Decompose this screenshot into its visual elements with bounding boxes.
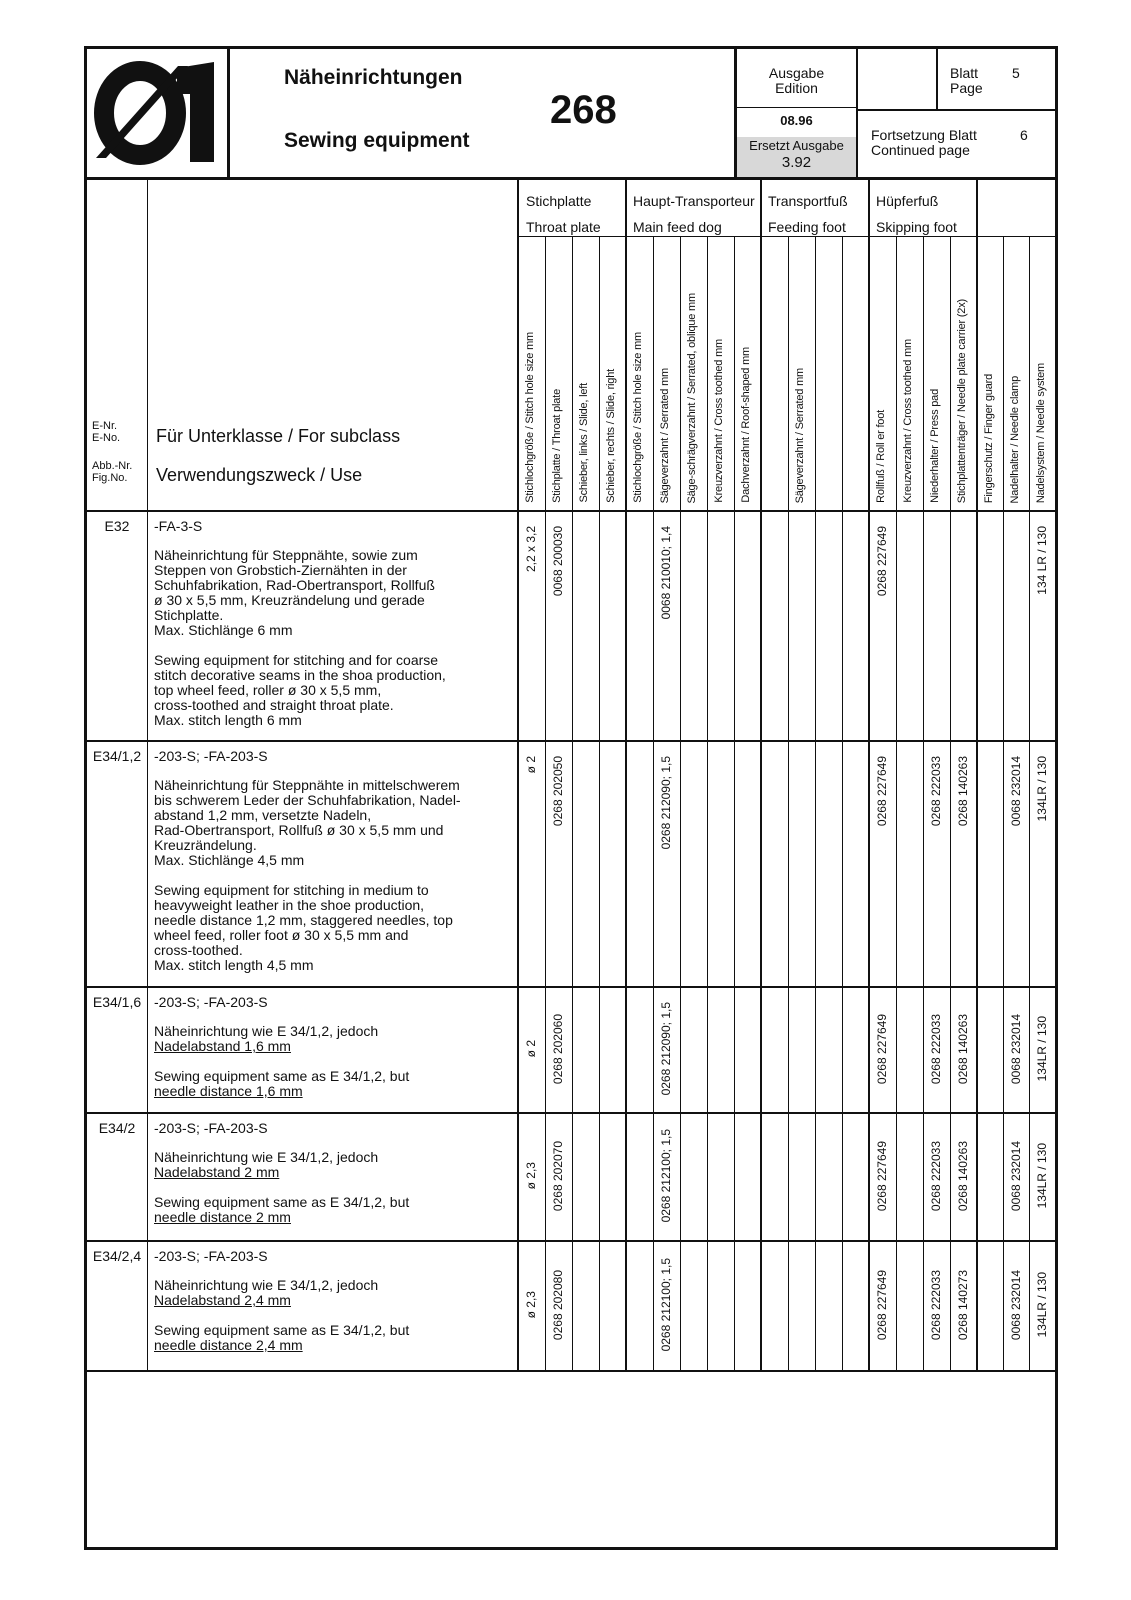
page-label-de: Blatt <box>950 65 979 81</box>
cell-value: 0268 227649 <box>875 526 889 597</box>
description-en: Sewing equipment for stitching in medium to heavyweight leather in the shoe production, needle distance 1,2 mm, staggered needles, top wheel feed, roller foot ø 30 x 5,5 mm and cross-toothed. Max. stitch length 4,5 mm <box>154 882 453 973</box>
column-header: Säge-schrägverzahnt / Serrated, oblique mm <box>686 292 698 503</box>
group-throat-plate-de: Stichplatte <box>526 193 592 209</box>
row-subclass: -203-S; -FA-203-S <box>154 1248 268 1264</box>
group-main-feed-de: Haupt-Transporteur <box>633 193 755 209</box>
column-header: Stichplatte / Throat plate <box>551 389 563 503</box>
description-en-underlined: needle distance 2,4 mm <box>154 1337 303 1353</box>
cell-value: 0068 232014 <box>1009 756 1023 827</box>
grid-line <box>87 510 1055 512</box>
fig-header <box>92 460 132 484</box>
column-header: Nadelsystem / Needle system <box>1035 362 1047 503</box>
cell-value: 2,2 x 3,2 <box>524 526 538 573</box>
grid-line <box>87 1112 1055 1114</box>
description-en: Sewing equipment for stitching and for coarse stitch decorative seams in the shoa production, top wheel feed, roller ø 30 x 5,5 mm, cross-toothed and straight throat plate. Max. stitch length 6 mm <box>154 652 446 728</box>
enr-header <box>92 420 120 444</box>
column-header: Sägeverzahnt / Serrated mm <box>794 367 806 503</box>
cell-value: 0068 232014 <box>1009 1140 1023 1212</box>
description-de: Näheinrichtung wie E 34/1,2, jedoch <box>154 1277 379 1293</box>
header-title-en: Sewing equipment <box>284 129 470 152</box>
row-subclass: -FA-3-S <box>154 518 203 534</box>
cell-value: 0268 227649 <box>875 756 889 827</box>
cell-value: 0268 222033 <box>929 756 943 827</box>
grid-line <box>815 236 816 1370</box>
column-header: Stichplattenträger / Needle plate carrier (2x) <box>956 298 968 503</box>
row-description <box>154 1278 514 1353</box>
cell-value: 0268 140263 <box>956 1013 970 1085</box>
cell-value: 0068 232014 <box>1009 1013 1023 1085</box>
column-header: Schieber, links / Slide, left <box>578 383 590 503</box>
cell-value: 0068 210010; 1,4 <box>659 526 673 620</box>
group-main-feed-en: Main feed dog <box>633 219 722 235</box>
column-header: Kreuzverzahnt / Cross toothed mm <box>902 339 914 503</box>
column-header: Dachverzahnt / Roof-shaped mm <box>740 347 752 503</box>
use-header: Verwendungszweck / Use <box>156 465 363 485</box>
cell-value: 134LR / 130 <box>1035 756 1049 822</box>
row-description <box>154 548 514 728</box>
grid-line <box>545 236 546 1370</box>
cell-value: 0268 140263 <box>956 756 970 827</box>
group-feeding-foot <box>768 188 848 240</box>
edition-value: 08.96 <box>780 113 813 128</box>
edition-label-de: Ausgabe <box>768 65 825 81</box>
class-number: 268 <box>550 88 617 132</box>
row-enr: E34/1,6 <box>92 994 142 1010</box>
description-en-underlined: needle distance 1,6 mm <box>154 1083 303 1099</box>
grid-line <box>707 236 708 1370</box>
group-feeding-foot-en: Feeding foot <box>768 219 846 235</box>
cell-value: ø 2,3 <box>524 1291 538 1319</box>
continued-label-de: Fortsetzung Blatt <box>871 127 977 143</box>
description-de: Näheinrichtung für Steppnähte in mittelschwerem bis schwerem Leder der Schuhfabrikation, Nadel- abstand 1,2 mm, versetzte Nadeln, Rad-Obertransport, Rollfuß ø 30 x 5,5 mm und Kreuzrändelung. Max. Stichlänge 4,5 mm <box>154 777 461 868</box>
replaced-label: Ersetzt Ausgabe <box>749 138 844 153</box>
column-header: Kreuzverzahnt / Cross toothed mm <box>713 339 725 503</box>
grid-line <box>896 236 897 1370</box>
cell-value: ø 2,3 <box>524 1162 538 1190</box>
spacer <box>154 1054 514 1069</box>
cell-value: 0268 222033 <box>929 1269 943 1341</box>
cell-value: 0268 202050 <box>551 756 565 827</box>
header-bottom-line <box>87 177 1055 180</box>
column-header: Stichlochgröße / Stitch hole size mm <box>524 332 536 503</box>
spacer <box>154 868 514 883</box>
cell-value: 134LR / 130 <box>1035 1016 1049 1082</box>
pfaff-logo-icon <box>92 58 220 166</box>
grid-line <box>1003 236 1004 1370</box>
cell-value: 0268 202080 <box>551 1269 565 1341</box>
cell-value: 0268 212090; 1,5 <box>659 1002 673 1096</box>
cell-value: 134 LR / 130 <box>1035 526 1049 595</box>
row-description <box>154 778 514 973</box>
subclass-header: Für Unterklasse / For subclass <box>156 426 401 446</box>
group-throat-plate <box>526 188 601 240</box>
grid-line <box>517 180 519 1370</box>
grid-line <box>625 180 627 1370</box>
grid-line <box>599 236 600 1370</box>
grid-line <box>842 236 843 1370</box>
row-subclass: -203-S; -FA-203-S <box>154 1120 268 1136</box>
description-de: Näheinrichtung wie E 34/1,2, jedoch <box>154 1149 379 1165</box>
row-subclass: -203-S; -FA-203-S <box>154 994 268 1010</box>
divider <box>858 109 1055 111</box>
enr-header-de: E-Nr. <box>92 420 118 432</box>
header-title-de: Näheinrichtungen <box>284 66 463 89</box>
row-enr: E34/2 <box>98 1120 136 1136</box>
description-de: Näheinrichtung wie E 34/1,2, jedoch <box>154 1023 379 1039</box>
cell-value: 0268 227649 <box>875 1013 889 1085</box>
cell-value: 0268 227649 <box>875 1140 889 1212</box>
row-subclass: -203-S; -FA-203-S <box>154 748 268 764</box>
cell-value: 0268 140263 <box>956 1140 970 1212</box>
cell-value: 0268 212100; 1,5 <box>659 1129 673 1223</box>
spacer <box>154 1180 514 1195</box>
cell-value: 0068 200030 <box>551 526 565 597</box>
divider <box>856 49 858 178</box>
description-de-underlined: Nadelabstand 1,6 mm <box>154 1038 291 1054</box>
cell-value: 0068 232014 <box>1009 1269 1023 1341</box>
group-skipping-foot-de: Hüpferfuß <box>876 193 939 209</box>
cell-value: 0268 227649 <box>875 1269 889 1341</box>
page-value: 5 <box>1012 65 1020 81</box>
grid-line <box>868 180 870 1370</box>
row-enr: E34/1,2 <box>92 748 142 764</box>
row-enr: E32 <box>104 518 130 534</box>
cell-value: 0268 212090; 1,5 <box>659 756 673 850</box>
grid-line <box>923 236 924 1370</box>
grid-line <box>653 236 654 1370</box>
grid-line <box>1029 236 1030 1370</box>
cell-value: 0268 222033 <box>929 1140 943 1212</box>
cell-value: ø 2 <box>524 1040 538 1058</box>
edition-label-en: Edition <box>775 80 818 96</box>
group-skipping-foot-en: Skipping foot <box>876 219 957 235</box>
grid-line <box>734 236 735 1370</box>
cell-value: 0268 222033 <box>929 1013 943 1085</box>
cell-value: 134LR / 130 <box>1035 1272 1049 1338</box>
grid-line <box>680 236 681 1370</box>
cell-value: 0268 202060 <box>551 1013 565 1085</box>
grid-line <box>950 236 951 1370</box>
continued-label-en: Continued page <box>871 142 970 158</box>
column-header: Rollfuß / Roll er foot <box>875 410 887 503</box>
cell-value: 0268 212100; 1,5 <box>659 1258 673 1352</box>
continued-value: 6 <box>1020 127 1028 143</box>
column-header: Schieber, rechts / Slide, right <box>605 369 617 503</box>
spacer <box>154 638 514 653</box>
cell-value: 0268 140273 <box>956 1269 970 1341</box>
grid-line <box>976 180 978 1370</box>
replaced-edition <box>737 137 856 177</box>
column-header: Stichlochgröße / Stitch hole size mm <box>632 332 644 503</box>
column-header: Fingerschutz / Finger guard <box>983 373 995 503</box>
row-description <box>154 1150 514 1225</box>
column-header: Niederhalter / Press pad <box>929 389 941 503</box>
row-description <box>154 1024 514 1099</box>
replaced-value: 3.92 <box>781 154 812 171</box>
continued-label <box>871 128 977 158</box>
fig-header-en: Fig.No. <box>92 472 128 484</box>
page-label <box>950 66 983 96</box>
enr-header-en: E-No. <box>92 432 121 444</box>
grid-line <box>87 1370 1055 1372</box>
edition-label <box>737 66 856 96</box>
grid-line <box>147 180 148 1370</box>
group-main-feed <box>633 188 755 240</box>
grid-line <box>87 740 1055 742</box>
cell-value: ø 2 <box>524 756 538 774</box>
grid-line <box>760 180 762 1370</box>
group-skipping-foot <box>876 188 957 240</box>
description-de-underlined: Nadelabstand 2,4 mm <box>154 1292 291 1308</box>
column-header: Nadelhalter / Needle clamp <box>1009 375 1021 503</box>
grid-line <box>572 236 573 1370</box>
grid-line <box>87 1240 1055 1242</box>
description-en: Sewing equipment same as E 34/1,2, but <box>154 1322 410 1338</box>
fig-header-de: Abb.-Nr. <box>92 460 133 472</box>
row-enr: E34/2,4 <box>92 1248 142 1264</box>
description-en-underlined: needle distance 2 mm <box>154 1209 291 1225</box>
divider <box>737 107 856 108</box>
column-header: Sägeverzahnt / Serrated mm <box>659 367 671 503</box>
page-label-en: Page <box>950 80 983 96</box>
description-en: Sewing equipment same as E 34/1,2, but <box>154 1194 410 1210</box>
description-en: Sewing equipment same as E 34/1,2, but <box>154 1068 410 1084</box>
group-throat-plate-en: Throat plate <box>526 219 601 235</box>
spacer <box>154 1308 514 1323</box>
cell-value: 0268 202070 <box>551 1140 565 1212</box>
grid-line <box>87 986 1055 988</box>
divider <box>936 49 938 109</box>
group-feeding-foot-de: Transportfuß <box>768 193 848 209</box>
cell-value: 134LR / 130 <box>1035 1143 1049 1209</box>
grid-line <box>788 236 789 1370</box>
description-de: Näheinrichtung für Steppnähte, sowie zum Steppen von Grobstich-Ziernähten in der Schuhfabrikation, Rad-Obertransport, Rollfuß ø 30 x 5,5 mm, Kreuzrändelung und gerade Stichplatte. Max. Stichlänge 6 mm <box>154 547 435 638</box>
description-de-underlined: Nadelabstand 2 mm <box>154 1164 280 1180</box>
